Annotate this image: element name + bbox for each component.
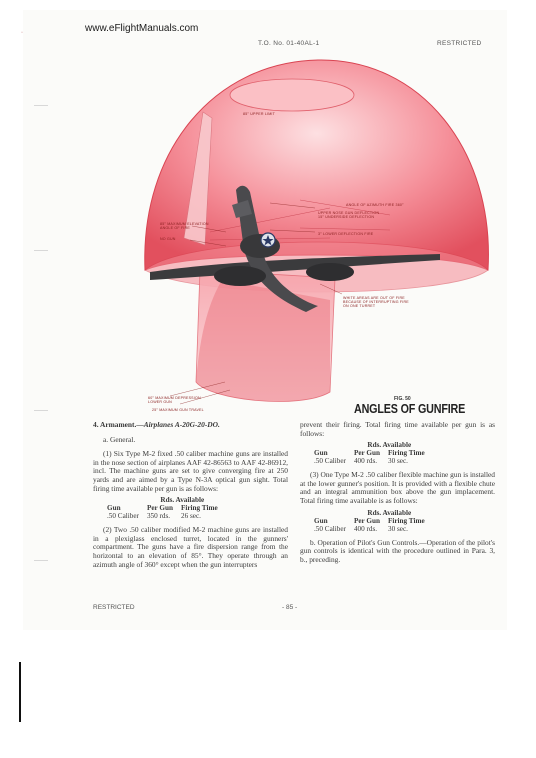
paragraph-2-continued: prevent their firing. Total firing time available per gun is as follows: [300, 420, 495, 438]
callout-upper-limit: 85° UPPER LIMIT [243, 112, 275, 116]
footer-classification: RESTRICTED [93, 604, 135, 611]
callout-azimuth-limit: ANGLE OF AZIMUTH FIRE 360° [346, 203, 404, 207]
callout-max-depression: 60° MAXIMUM DEPRESSION LOWER GUN [148, 396, 201, 405]
margin-mark [34, 560, 48, 561]
doc-number: T.O. No. 01-40AL-1 [258, 40, 320, 47]
watermark-link[interactable]: www.eFlightManuals.com [85, 23, 199, 34]
paragraph-2: (2) Two .50 caliber modified M-2 machine guns are installed in a plexiglass enclosed turret, located in the gunners' compartment. The guns have a fire dispersion range from the horizontal to an elevation of 85°. They operate through an azimuth angle of 360° except when the gun interrupters [93, 525, 288, 569]
text-column-left [93, 421, 288, 572]
callout-lower-deflection: 3° LOWER DEFLECTION FIRE [318, 232, 374, 236]
upper-limit-cap [230, 79, 354, 111]
ammo-table-3: Rds. Available Gun Per Gun Firing Time .50 Caliber 400 rds. 30 sec. [314, 508, 425, 533]
paragraph-1: (1) Six Type M-2 fixed .50 caliber machine guns are installed in the nose section of airplanes AAF 42-86563 to AAF 42-86912, incl. The machine guns are set to give converging fire at 250 yards and are aimed by a Type N-3A optical gun sight. Total firing time available per gun is as follows: [93, 449, 288, 493]
callout-gun-deflection: UPPER NOSE GUN DEFLECTION 15° UNDERSIDE DEFLECTION [318, 211, 380, 220]
margin-mark-top: · [21, 30, 23, 36]
scan-edge-line [19, 662, 21, 722]
callout-shaded-areas: WHITE AREAS ARE OUT OF FIRE BECAUSE OF INTERRUPTING FIRE ON ONE TURRET [343, 296, 409, 309]
callout-elevation-limit: 85° MAXIMUM ELEVATION ANGLE OF FIRE [160, 222, 209, 231]
figure-title: ANGLES OF GUNFIRE [354, 402, 466, 416]
callout-max-gun-travel: 25° MAXIMUM GUN TRAVEL [152, 408, 204, 412]
subsection-general: a. General. [103, 434, 136, 444]
paragraph-b: b. Operation of Pilot's Gun Controls.—Operation of the pilot's gun controls is identical with the procedure outlined in Para. 3, b., preceding. [300, 537, 496, 564]
paragraph-3: (3) One Type M-2 .50 caliber flexible machine gun is installed at the lower gunner's position. It is provided with a flexible chute and an integral ammunition box above the gun implacement. Total firing time available is as follows: [300, 470, 495, 505]
lower-cone-shadow [196, 280, 330, 401]
section-heading: 4. Armament.—Airplanes A-20G-20-DO. [93, 420, 220, 429]
callout-no-gun: NO GUN [160, 237, 176, 241]
figure-number: FIG. 50 [394, 396, 411, 402]
classification-header: RESTRICTED [437, 40, 482, 47]
ammo-table-2: Rds. Available Gun Per Gun Firing Time .50 Caliber 400 rds. 30 sec. [314, 441, 425, 466]
ammo-table-1: Rds. Available Gun Per Gun Firing Time .50 Caliber 350 rds. 26 sec. [107, 496, 218, 521]
text-column-right [300, 421, 495, 567]
page-number: - 85 - [282, 604, 298, 611]
